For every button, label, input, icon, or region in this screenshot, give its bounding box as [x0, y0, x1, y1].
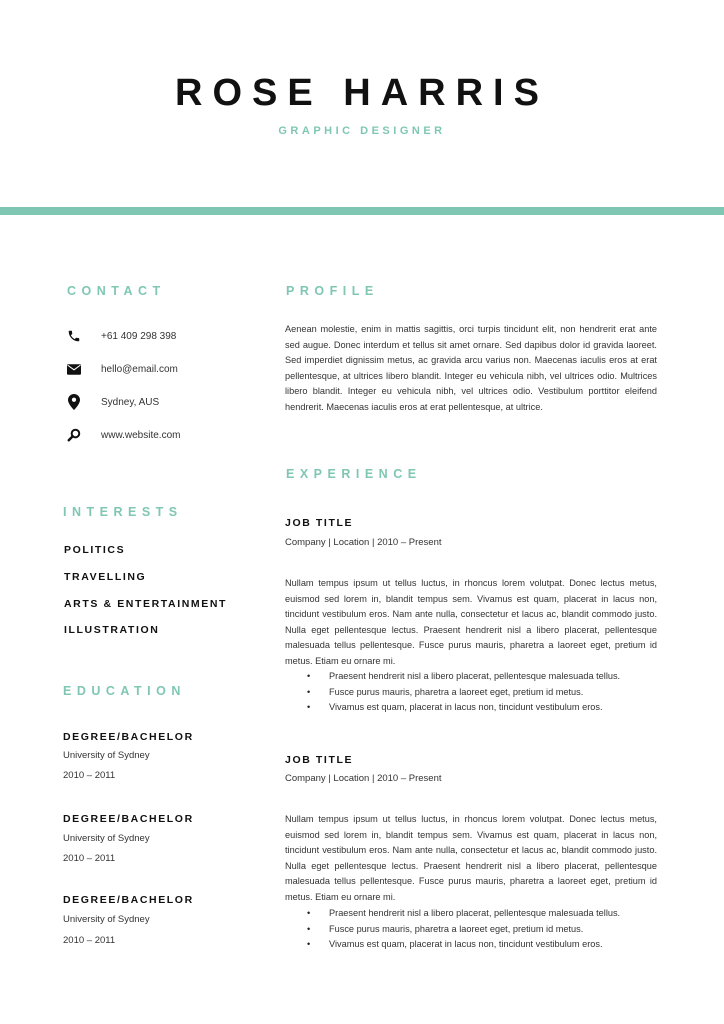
contact-email [64, 359, 178, 379]
mail-icon [64, 359, 84, 379]
education-school: University of Sydney [63, 914, 150, 925]
profile-heading: PROFILE [286, 284, 379, 298]
profile-text: Aenean molestie, enim in mattis sagittis, orci turpis tincidunt elit, non hendrerit erat ante sed augue. Donec interdum et tellus sit amet ornare. Sed dapibus dolor id gravida laoreet. Sed imperdiet dignissim metus, ac gravida arcu varius non. Maecenas iaculis eros at erat pellentesque, at ultrices libero blandit. Integer eu vehicula nibh, vel ultrices odio. Multrices libero blandit. Integer eu vehicula nibh, vel ultrices odio. Vestibulum porttitor eleifend hendrerit. Maecenas iaculis eros at erat pellentesque, at ultrice. [285, 324, 657, 412]
job-description: Nullam tempus ipsum ut tellus luctus, in rhoncus lorem volutpat. Donec lectus metus, euismod sed lorem in, blandit tempus sem. Vivamus est quam, placerat in lacus non, tincidunt vestibulum eros. Nam ante nulla, consectetur et lacus ac, blandit commodo justo. Nulla eget pellentesque lectus. Praesent hendrerit nisl a libero placerat, pellentesque malesuada tellus pellentesque. Fusce purus mauris, pharetra a laoreet eget, pretium id metus. Etiam eu ornare mi. [285, 578, 657, 666]
list-item: • Praesent hendrerit nisl a libero placerat, pellentesque malesuada tellus. [285, 906, 657, 922]
interests-heading: INTERESTS [63, 505, 183, 519]
contact-website-text[interactable]: www.website.com [101, 429, 181, 441]
contact-email-text[interactable]: hello@email.com [101, 363, 178, 375]
phone-icon [64, 326, 84, 346]
job-title: JOB TITLE [285, 517, 354, 529]
interest-item: TRAVELLING [64, 571, 147, 583]
interest-item: ARTS & ENTERTAINMENT [64, 598, 228, 610]
education-years: 2010 – 2011 [63, 853, 116, 864]
list-item: • Fusce purus mauris, pharetra a laoreet eget, pretium id metus. [285, 922, 657, 938]
header-divider-bar [0, 207, 724, 215]
education-school: University of Sydney [63, 750, 150, 761]
contact-phone [64, 326, 177, 346]
location-pin-icon [64, 392, 84, 412]
education-years: 2010 – 2011 [63, 935, 116, 946]
experience-heading: EXPERIENCE [286, 467, 422, 481]
interest-item: ILLUSTRATION [64, 624, 160, 636]
job-bullet-list [285, 669, 657, 716]
job-title: JOB TITLE [285, 754, 354, 766]
education-school: University of Sydney [63, 833, 150, 844]
education-years: 2010 – 2011 [63, 770, 116, 781]
magnifier-icon [64, 425, 84, 445]
education-heading: EDUCATION [63, 684, 186, 698]
interest-item: POLITICS [64, 544, 126, 556]
list-item: • Fusce purus mauris, pharetra a laoreet eget, pretium id metus. [285, 685, 657, 701]
list-item: • Vivamus est quam, placerat in lacus non, tincidunt vestibulum eros. [285, 937, 657, 953]
job-bullet-list [285, 906, 657, 953]
education-degree: DEGREE/BACHELOR [63, 894, 194, 906]
resume-job-title: GRAPHIC DESIGNER [278, 125, 446, 137]
contact-heading: CONTACT [67, 284, 166, 298]
list-item: • Vivamus est quam, placerat in lacus non, tincidunt vestibulum eros. [285, 700, 657, 716]
job-meta: Company | Location | 2010 – Present [285, 773, 442, 784]
education-degree: DEGREE/BACHELOR [63, 813, 194, 825]
contact-phone-text: +61 409 298 398 [101, 330, 177, 342]
job-description: Nullam tempus ipsum ut tellus luctus, in rhoncus lorem volutpat. Donec lectus metus, euismod sed lorem in, blandit tempus sem. Vivamus est quam, placerat in lacus non, tincidunt vestibulum eros. Nam ante nulla, consectetur et lacus ac, blandit commodo justo. Nulla eget pellentesque lectus. Praesent hendrerit nisl a libero placerat, pellentesque malesuada tellus pellentesque. Fusce purus mauris, pharetra a laoreet eget, pretium id metus. Etiam eu ornare mi. [285, 814, 657, 902]
resume-name: ROSE HARRIS [175, 72, 549, 114]
contact-location-text: Sydney, AUS [101, 396, 160, 408]
contact-location [64, 392, 160, 412]
contact-website [64, 425, 181, 445]
job-meta: Company | Location | 2010 – Present [285, 537, 442, 548]
education-degree: DEGREE/BACHELOR [63, 731, 194, 743]
list-item: • Praesent hendrerit nisl a libero placerat, pellentesque malesuada tellus. [285, 669, 657, 685]
